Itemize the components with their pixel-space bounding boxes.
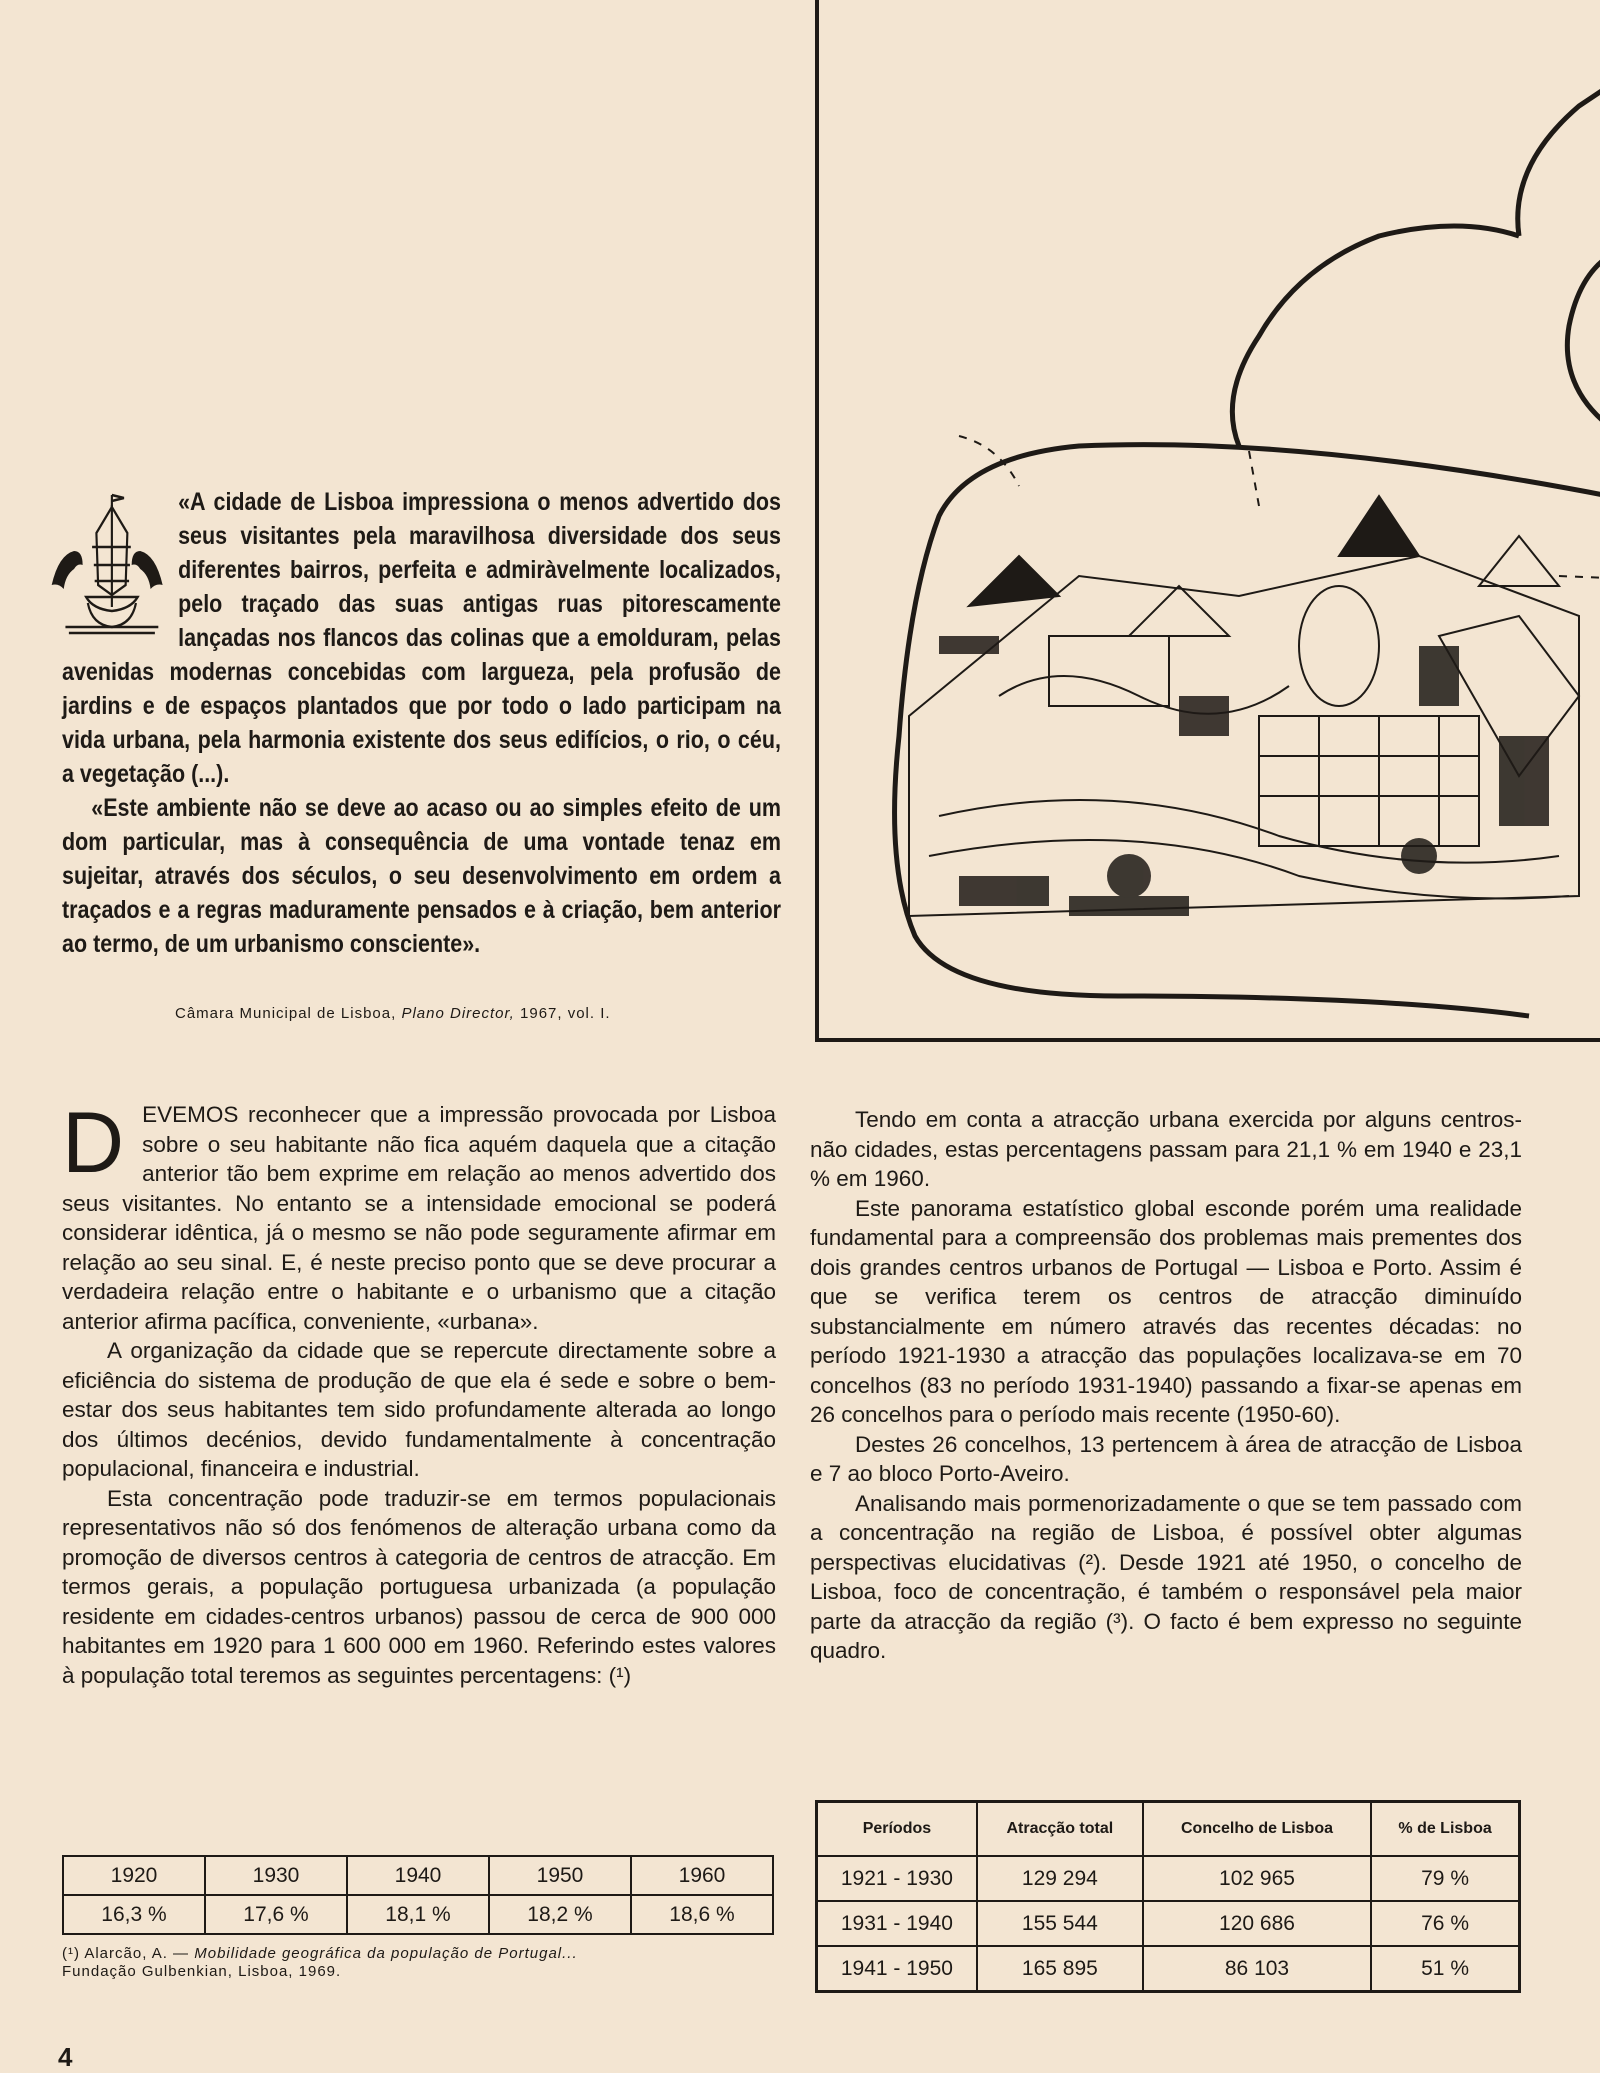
year-cell: 1950 — [489, 1856, 631, 1895]
year-cell: 1930 — [205, 1856, 347, 1895]
citation-author: Câmara Municipal de Lisboa, — [175, 1005, 397, 1022]
value-cell: 18,2 % — [489, 1895, 631, 1934]
table-row — [817, 1946, 1520, 1992]
year-cell: 1960 — [631, 1856, 773, 1895]
percent-cell: 51 % — [1371, 1946, 1519, 1992]
lisbon-cell: 86 103 — [1143, 1946, 1371, 1992]
value-cell: 16,3 % — [63, 1895, 205, 1934]
drop-cap: D — [62, 1095, 125, 1191]
column-header: % de Lisboa — [1371, 1802, 1519, 1857]
total-cell: 165 895 — [977, 1946, 1143, 1992]
column-header: Atracção total — [977, 1802, 1143, 1857]
right-paragraph-4: Analisando mais pormenorizadamente o que se tem passado com a concentração na região de Lisboa, é possível obter algumas perspectivas elucidativas (²). Desde 1921 até 1950, o concelho de Lisboa, foco de concentração, é também o responsável pela maior parte da atracção da região (³). O facto é bem expresso no seguinte quadro. — [810, 1490, 1522, 1663]
period-cell: 1921 - 1930 — [817, 1856, 977, 1901]
column-header: Períodos — [817, 1802, 977, 1857]
column-header: Concelho de Lisboa — [1143, 1802, 1371, 1857]
footnote-author: Alarcão, A. — — [84, 1945, 190, 1962]
right-column — [810, 1105, 1522, 1666]
percent-cell: 79 % — [1371, 1856, 1519, 1901]
year-cell: 1940 — [347, 1856, 489, 1895]
right-paragraph-2: Este panorama estatístico global esconde porém uma realidade fundamental para a compreensão dos problemas mais prementes dos dois grandes centros urbanos de Portugal — Lisboa e Porto. Assim é que se verifica terem os centros de atracção diminuído substancialmente em número através das recentes décadas: no período 1921-1930 a atracção das populações localizava-se em 70 concelhos (83 no período 1931-1940) passando a fixar-se apenas em 26 concelhos para o período mais recente (1950-60). — [810, 1195, 1522, 1427]
table-row — [63, 1895, 773, 1934]
value-cell: 17,6 % — [205, 1895, 347, 1934]
footnote-marker: (¹) — [62, 1945, 80, 1962]
quote-citation — [175, 1005, 611, 1022]
citation-work: Plano Director, — [401, 1005, 515, 1022]
footnote-title: Mobilidade geográfica da população de Portugal... — [194, 1945, 578, 1962]
table-row — [817, 1901, 1520, 1946]
left-paragraph-2: A organização da cidade que se repercute directamente sobre a eficiência do sistema de produção de que ela é sede e sobre o bem-estar dos seus habitantes tem sido profundamente alterada ao longo dos últimos decénios, devido fundamentalmente à concentração populacional, financeira e industrial. — [62, 1338, 776, 1481]
lisbon-coat-of-arms-icon — [45, 485, 170, 635]
city-illustration — [815, 0, 1600, 1042]
value-cell: 18,6 % — [631, 1895, 773, 1934]
right-paragraph-1: Tendo em conta a atracção urbana exercida por alguns centros-não cidades, estas percentagens passam para 21,1 % em 1940 e 23,1 % em 1960. — [810, 1107, 1522, 1191]
table-row — [63, 1856, 773, 1895]
lisbon-attraction-table — [815, 1800, 1521, 1993]
lisbon-cell: 120 686 — [1143, 1901, 1371, 1946]
left-paragraph-3: Esta concentração pode traduzir-se em termos populacionais representativos não só dos fenómenos de alteração urbana como da promoção de diversos centros à categoria de centros de atracção. Em termos gerais, a população portuguesa urbanizada (a população residente em cidades-centros urbanos) passou de cerca de 900 000 habitantes em 1920 para 1 600 000 em 1960. Referindo estes valores à população total teremos as seguintes percentagens: (¹) — [62, 1485, 776, 1688]
right-paragraph-3: Destes 26 concelhos, 13 pertencem à área de atracção de Lisboa e 7 ao bloco Porto-Aveiro. — [810, 1431, 1522, 1486]
year-cell: 1920 — [63, 1856, 205, 1895]
total-cell: 129 294 — [977, 1856, 1143, 1901]
table-row — [817, 1856, 1520, 1901]
quote-paragraph-2: «Este ambiente não se deve ao acaso ou ao simples efeito de um dom particular, mas à consequência de uma vontade tenaz em sujeitar, através dos séculos, o seu desenvolvimento em ordem a traçados e a regras maduramente pensados e à criação, bem anterior ao termo, de um urbanismo consciente». — [62, 794, 781, 958]
lisbon-cell: 102 965 — [1143, 1856, 1371, 1901]
left-column — [62, 1095, 776, 1690]
quote-paragraph-1: «A cidade de Lisboa impressiona o menos advertido dos seus visitantes pela maravilhosa diversidade dos seus diferentes bairros, perfeita e admiràvelmente localizados, pelo traçado das suas antigas ruas pitorescamente lançadas nos flancos das colinas que a emolduram, pelas avenidas modernas concebidas com largueza, pela profusão de jardins e de espaços plantados que por todo o lado participam na vida urbana, pela harmonia existente dos seus edifícios, o rio, o céu, a vegetação (...). — [62, 488, 781, 788]
period-cell: 1941 - 1950 — [817, 1946, 977, 1992]
period-cell: 1931 - 1940 — [817, 1901, 977, 1946]
table-header-row — [817, 1802, 1520, 1857]
left-paragraph-1: EVEMOS reconhecer que a impressão provocada por Lisboa sobre o seu habitante não fica aquém daquela que a citação anterior tão bem exprime em relação ao menos advertido dos seus visitantes. No entanto se a intensidade emocional se poderá considerar idêntica, já o mesmo se não pode seguramente afirmar em relação ao seu sinal. E, é neste preciso ponto que se deve procurar a verdadeira relação entre o habitante e o urbanismo que a citação anterior afirma pacífica, conveniente, «urbana». — [62, 1102, 776, 1334]
page-number: 4 — [58, 2042, 73, 2072]
total-cell: 155 544 — [977, 1901, 1143, 1946]
urban-percentage-table — [62, 1855, 774, 1935]
opening-quote — [62, 485, 781, 961]
citation-details: 1967, vol. I. — [520, 1005, 611, 1022]
value-cell: 18,1 % — [347, 1895, 489, 1934]
footnote-publisher: Fundação Gulbenkian, Lisboa, 1969. — [62, 1963, 342, 1980]
percent-cell: 76 % — [1371, 1901, 1519, 1946]
footnote — [62, 1945, 782, 1981]
